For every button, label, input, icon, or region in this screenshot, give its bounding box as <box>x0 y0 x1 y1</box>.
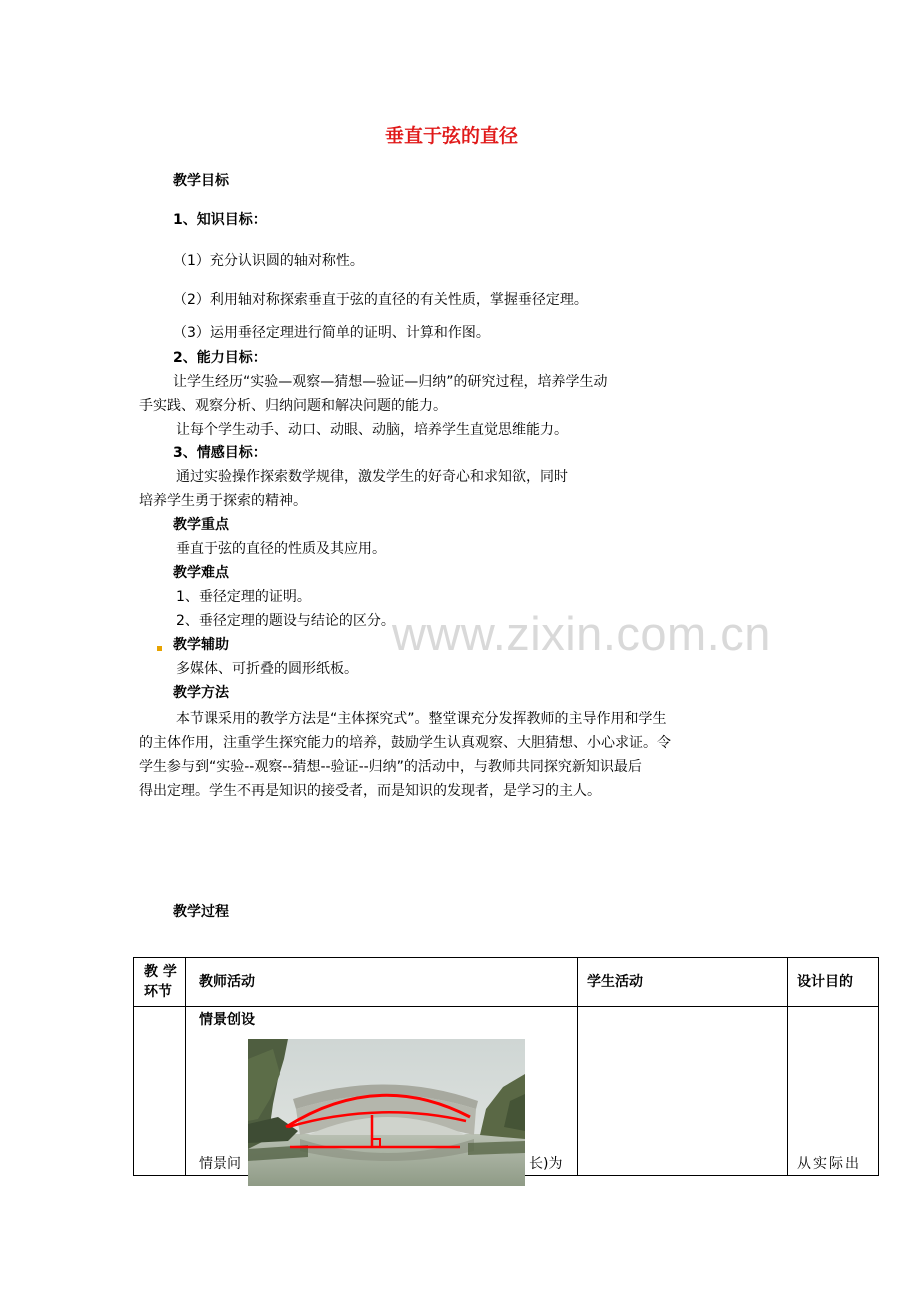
ability-line-1: 让学生经历“实验—观察—猜想—验证—归纳”的研究过程，培养学生动 <box>173 374 608 390</box>
purpose-text: 从实际出 <box>797 1156 861 1172</box>
method-line-4: 得出定理。学生不再是知识的接受者，而是知识的发现者，是学习的主人。 <box>139 783 601 799</box>
process-heading: 教学过程 <box>173 904 229 920</box>
knowledge-item-1: （1）充分认识圆的轴对称性。 <box>173 253 364 269</box>
key-point-heading: 教学重点 <box>173 517 229 533</box>
knowledge-item-2: （2）利用轴对称探索垂直于弦的直径的有关性质，掌握垂径定理。 <box>173 292 588 308</box>
emotion-line-1: 通过实验操作探索数学规律，激发学生的好奇心和求知欲，同时 <box>176 469 568 485</box>
document-title: 垂直于弦的直径 <box>385 125 519 147</box>
header-student: 学生活动 <box>587 974 643 990</box>
header-teacher: 教师活动 <box>199 974 255 990</box>
ability-line-2: 手实践、观察分析、归纳问题和解决问题的能力。 <box>139 398 447 414</box>
teacher-text-right: 长)为 <box>529 1156 563 1172</box>
header-stage-cell <box>134 958 186 1007</box>
watermark: www.zixin.com.cn <box>392 607 771 660</box>
student-cell <box>578 1007 788 1176</box>
header-teacher-cell <box>186 958 578 1007</box>
teacher-section-title: 情景创设 <box>199 1012 255 1028</box>
header-stage-line2: 环节 <box>144 984 172 1000</box>
method-line-1: 本节课采用的教学方法是“主体探究式”。整堂课充分发挥教师的主导作用和学生 <box>176 711 667 727</box>
knowledge-item-3: （3）运用垂径定理进行简单的证明、计算和作图。 <box>173 325 490 341</box>
objectives-heading: 教学目标 <box>173 173 229 189</box>
header-purpose: 设计目的 <box>797 974 853 990</box>
ability-line-3: 让每个学生动手、动口、动眼、动脑，培养学生直觉思维能力。 <box>176 422 568 438</box>
ability-heading: 2、能力目标： <box>173 350 267 366</box>
header-stage-line1: 教 学 <box>144 964 177 980</box>
aids-heading: 教学辅助 <box>173 637 229 653</box>
aids-text: 多媒体、可折叠的圆形纸板。 <box>176 661 358 677</box>
table-header-row <box>134 958 879 1007</box>
bridge-photo <box>248 1039 525 1186</box>
key-point-text: 垂直于弦的直径的性质及其应用。 <box>176 541 386 557</box>
teacher-text-left: 情景问 <box>199 1156 241 1172</box>
difficulty-item-2: 2、垂径定理的题设与结论的区分。 <box>176 613 395 629</box>
stage-cell <box>134 1007 186 1176</box>
method-line-3: 学生参与到“实验--观察--猜想--验证--归纳”的活动中，与教师共同探究新知识最后 <box>139 759 642 775</box>
header-purpose-cell <box>788 958 879 1007</box>
header-student-cell <box>578 958 788 1007</box>
difficulty-heading: 教学难点 <box>173 565 229 581</box>
bullet-marker <box>157 646 162 651</box>
knowledge-heading: 1、知识目标： <box>173 212 267 228</box>
difficulty-item-1: 1、垂径定理的证明。 <box>176 589 311 605</box>
emotion-line-2: 培养学生勇于探索的精神。 <box>139 493 307 509</box>
method-line-2: 的主体作用，注重学生探究能力的培养，鼓励学生认真观察、大胆猜想、小心求证。令 <box>139 735 671 751</box>
purpose-cell <box>788 1007 879 1176</box>
method-heading: 教学方法 <box>173 685 229 701</box>
emotion-heading: 3、情感目标： <box>173 445 267 461</box>
